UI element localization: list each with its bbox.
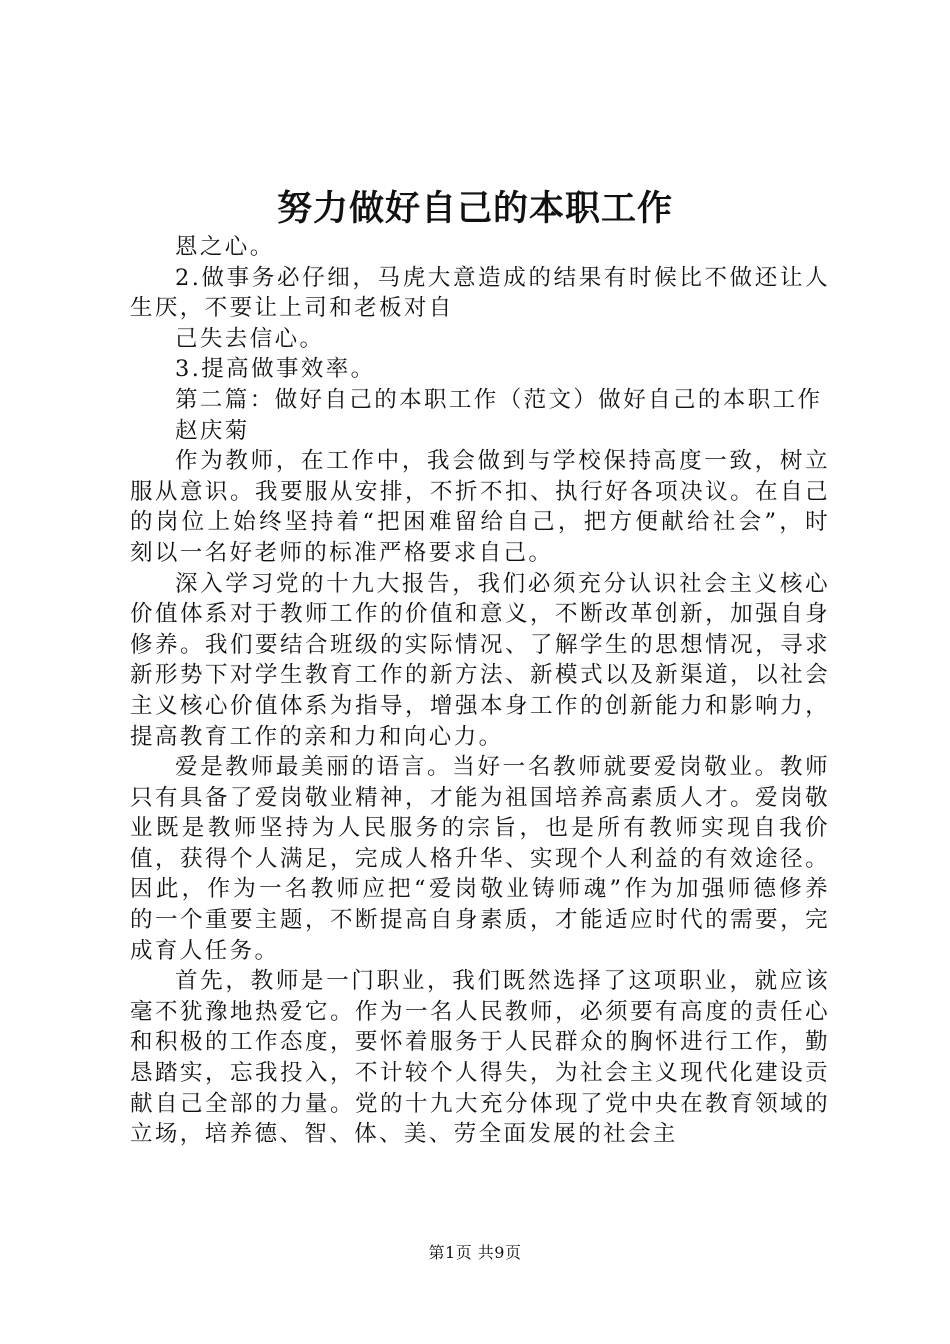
paragraph: 己失去信心。: [175, 325, 325, 352]
paragraph: 深入学习党的十九大报告，我们必须充分认识社会主义核心价值体系对于教师工作的价值和意义，不断改革创新，加强自身修养。我们要结合班级的实际情况、了解学生的思想情况，寻求新形势下对学生教育工作的新方法、新模式以及新渠道，以社会主义核心价值体系为指导，增强本身工作的创新能力和影响力，提高教育工作的亲和力和向心力。: [130, 570, 830, 750]
paragraph: 恩之心。: [175, 234, 275, 260]
paragraph: 3.提高做事效率。: [175, 356, 376, 383]
paragraph: 爱是教师最美丽的语言。当好一名教师就要爱岗敬业。教师只有具备了爱岗敬业精神，才能为祖国培养高素质人才。爱岗敬业既是教师坚持为人民服务的宗旨，也是所有教师实现自我价值，获得个人满足，完成人格升华、实现个人利益的有效途径。因此，作为一名教师应把“爱岗敬业铸师魂”作为加强师德修养的一个重要主题，不断提高自身素质，才能适应时代的需要，完成育人任务。: [130, 754, 830, 964]
paragraph: 首先，教师是一门职业，我们既然选择了这项职业，就应该毫不犹豫地热爱它。作为一名人民教师，必须要有高度的责任心和积极的工作态度，要怀着服务于人民群众的胸怀进行工作，勤恳踏实，忘我投入，不计较个人得失，为社会主义现代化建设贡献自己全部的力量。党的十九大充分体现了党中央在教育领域的立场，培养德、智、体、美、劳全面发展的社会主: [130, 968, 830, 1148]
paragraph: 作为教师，在工作中，我会做到与学校保持高度一致，树立服从意识。我要服从安排，不折不扣、执行好各项决议。在自己的岗位上始终坚持着“把困难留给自己，把方便献给社会”，时刻以一名好老师的标准严格要求自己。: [130, 448, 830, 566]
page-number: 第1页 共9页: [428, 1243, 522, 1262]
document-body: [130, 232, 830, 1150]
document-title: 努力做好自己的本职工作: [276, 188, 673, 229]
section-heading: 第二篇：做好自己的本职工作（范文）做好自己的本职工作: [175, 386, 823, 413]
paragraph: 2.做事务必仔细，马虎大意造成的结果有时候比不做还让人生厌，不要让上司和老板对自: [130, 264, 830, 322]
author-name: 赵庆菊: [175, 417, 250, 444]
